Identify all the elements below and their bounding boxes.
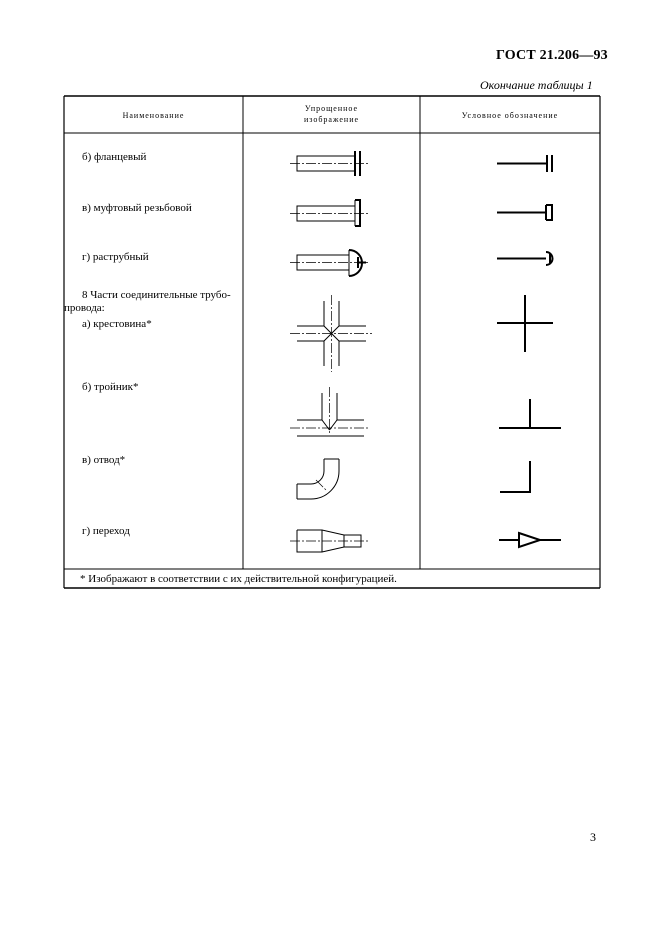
reducer-symbol-icon <box>499 533 561 547</box>
row-label-flanged: б) фланцевый <box>82 151 147 163</box>
section-8-title-line2: провода: <box>64 302 105 314</box>
header-simplified-line2: изображение <box>303 115 360 124</box>
header-name: Наименование <box>122 111 185 120</box>
header-simplified-line1: Упрощенное <box>304 104 359 113</box>
cross-symbol-icon <box>497 295 553 352</box>
row-label-threaded: в) муфтовый резьбовой <box>82 202 192 214</box>
elbow-symbol-icon <box>500 461 530 492</box>
threaded-coupling-symbol-icon <box>497 205 552 220</box>
row-label-tee: б) тройник* <box>82 381 139 393</box>
flanged-symbol-icon <box>497 155 552 172</box>
socket-symbol-icon <box>497 252 553 265</box>
table-footnote: * Изображают в соответствии с их действительной конфигурацией. <box>80 573 397 585</box>
row-label-socket: г) раструбный <box>82 251 149 263</box>
row-label-reducer: г) переход <box>82 525 130 537</box>
tee-symbol-icon <box>499 399 561 428</box>
header-symbol: Условное обозначение <box>461 111 559 120</box>
page-number: 3 <box>590 830 596 844</box>
row-label-cross: а) крестовина* <box>82 318 152 330</box>
document-code: ГОСТ 21.206—93 <box>496 48 608 63</box>
row-label-elbow: в) отвод* <box>82 454 126 466</box>
section-8-title-line1: 8 Части соединительные трубо- <box>82 289 231 301</box>
table-continuation-caption: Окончание таблицы 1 <box>480 78 593 92</box>
